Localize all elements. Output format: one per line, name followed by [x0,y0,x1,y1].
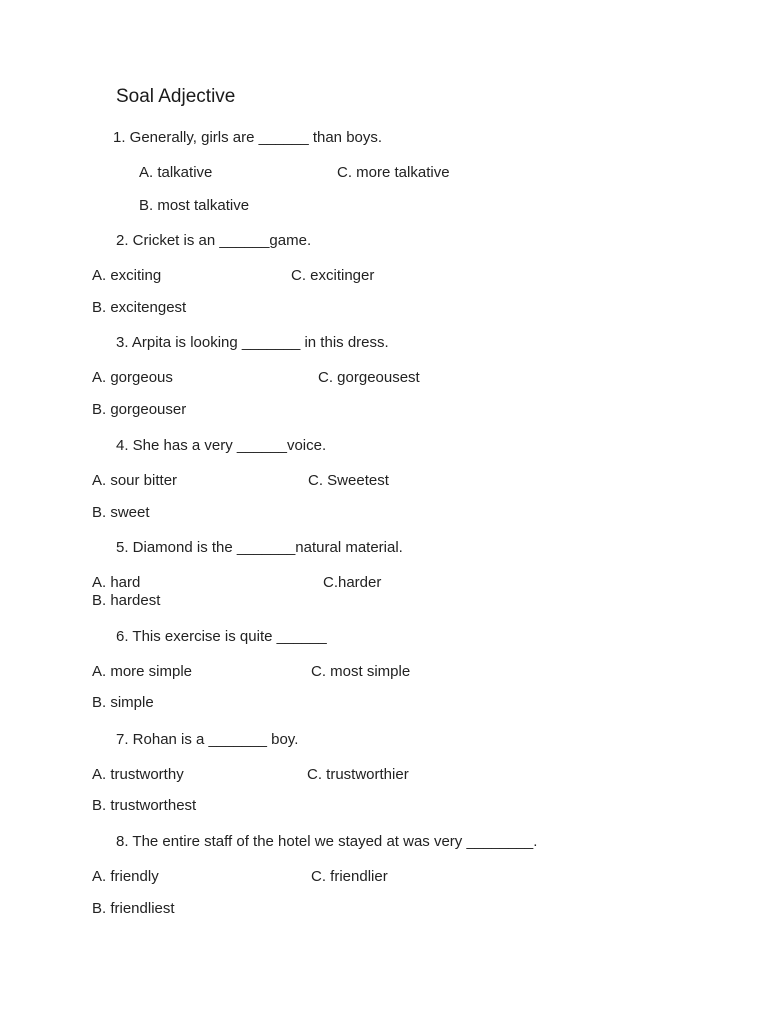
question-5: 5. Diamond is the _______natural material. [116,539,403,556]
q3-option-c: C. gorgeousest [318,369,420,386]
question-4: 4. She has a very ______voice. [116,437,327,454]
q4-option-b: B. sweet [92,504,150,521]
q4-option-c: C. Sweetest [308,472,389,489]
question-6: 6. This exercise is quite ______ [116,628,327,645]
q8-option-b: B. friendliest [92,900,175,917]
q3-option-b: B. gorgeouser [92,401,187,418]
q7-option-a: A. trustworthy [92,766,184,783]
page-title: Soal Adjective [116,86,236,107]
q5-option-b: B. hardest [92,592,161,609]
q6-option-b: B. simple [92,694,154,711]
q2-option-c: C. excitinger [291,267,375,284]
q1-option-a: A. talkative [139,164,213,181]
q3-option-a: A. gorgeous [92,369,173,386]
q8-option-a: A. friendly [92,868,159,885]
q6-option-c: C. most simple [311,663,411,680]
q4-option-a: A. sour bitter [92,472,178,489]
question-8: 8. The entire staff of the hotel we stayed at was very ________. [116,833,538,850]
q5-option-a: A. hard [92,574,141,591]
q2-option-a: A. exciting [92,267,162,284]
question-7: 7. Rohan is a _______ boy. [116,731,299,748]
q6-option-a: A. more simple [92,663,193,680]
question-1: 1. Generally, girls are ______ than boys. [113,129,383,146]
q8-option-c: C. friendlier [311,868,388,885]
q5-option-c: C.harder [323,574,382,591]
question-2: 2. Cricket is an ______game. [116,232,312,249]
q7-option-b: B. trustworthest [92,797,197,814]
q2-option-b: B. excitengest [92,299,187,316]
q7-option-c: C. trustworthier [307,766,409,783]
q1-option-b: B. most talkative [139,197,250,214]
question-3: 3. Arpita is looking _______ in this dress. [116,334,389,351]
q1-option-c: C. more talkative [337,164,450,181]
